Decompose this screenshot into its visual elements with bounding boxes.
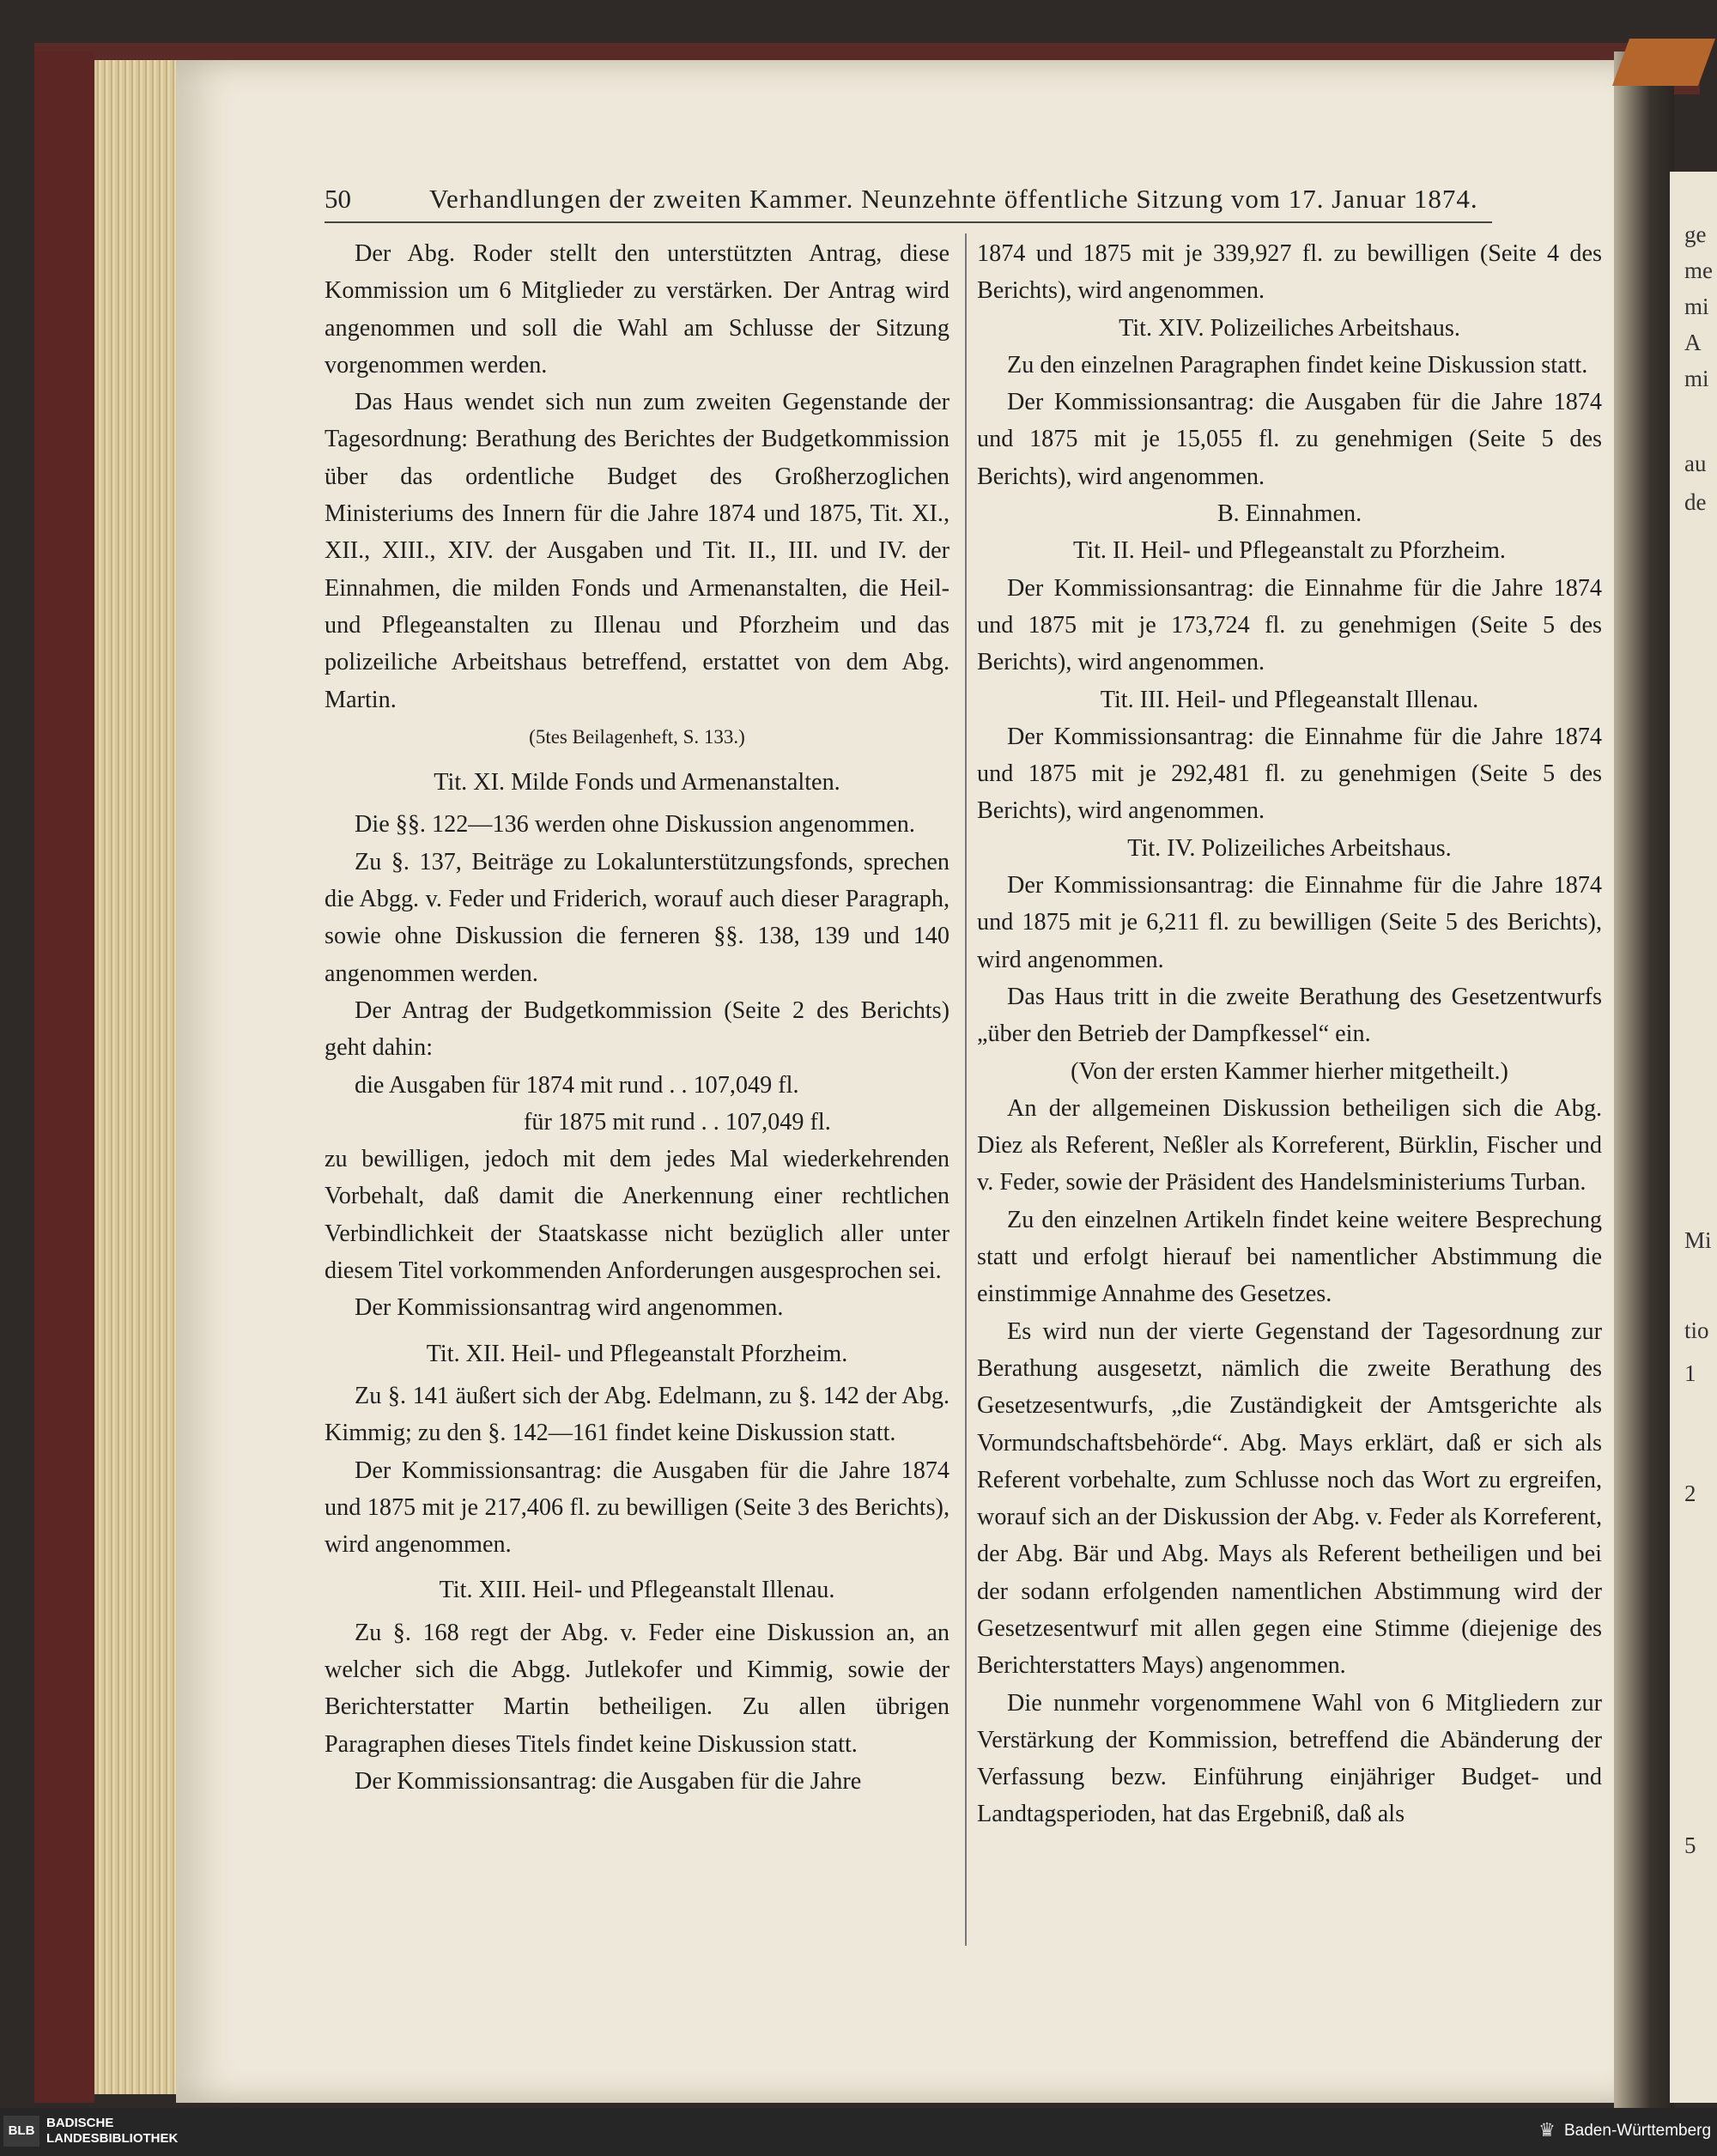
- paragraph: Zu den einzelnen Paragraphen findet keine Diskussion statt.: [1007, 351, 1588, 379]
- paragraph: An der allgemeinen Diskussion betheiligen sich die Abg. Diez als Referent, Neßler als Korreferent, Bürklin, Fischer und v. Feder, sowie der Präsident des Handelsministeriums Turban.: [977, 1094, 1602, 1196]
- paragraph: Es wird nun der vierte Gegenstand der Tagesordnung zur Berathung ausgesetzt, nämlich die zweite Berathung des Gesetzesentwurfs, „die Zuständigkeit der Amtsgerichte als Vormundschaftsbehörde“. Abg. Mays erklärt, daß er sich als Referent vorbehalte, zum Schlusse noch das Wort zu ergreifen, worauf sich an der Diskussion der Abg. v. Feder als Korreferent, der Abg. Bär und Abg. Mays als Referent betheiligen und bei der sodann erfolgenden namentlichen Abstimmung wird der Gesetzesentwurf mit allen gegen eine Stimme (diejenige des Berichterstatters Mays) angenommen.: [977, 1317, 1602, 1680]
- amount-line: [325, 1067, 950, 1104]
- paragraph: Zu den einzelnen Artikeln findet keine weitere Besprechung statt und erfolgt hierauf bei namentlicher Abstimmung die einstimmige Annahme des Gesetzes.: [977, 1206, 1602, 1308]
- paragraph: Der Abg. Roder stellt den unterstützten Antrag, diese Kommission um 6 Mitglieder zu verstärken. Der Antrag wird angenommen und soll die Wahl am Schlusse der Sitzung vorgenommen werden.: [325, 240, 950, 379]
- adjacent-page-fragment: A: [1684, 330, 1702, 355]
- adjacent-page-fragment: mi: [1684, 366, 1709, 391]
- paragraph: Der Antrag der Budgetkommission (Seite 2 des Berichts) geht dahin:: [325, 996, 950, 1062]
- paragraph: Der Kommissionsantrag: die Ausgaben für die Jahre: [355, 1767, 862, 1795]
- adjacent-page-fragment: me: [1684, 257, 1713, 283]
- paragraph: Zu §. 168 regt der Abg. v. Feder eine Diskussion an, an welcher sich die Abgg. Jutlekofer und Kimmig, sowie der Berichterstatter Martin betheiligen. Zu allen übrigen Paragraphen dieses Titels findet keine Diskussion statt.: [325, 1619, 950, 1758]
- section-heading: Tit. II. Heil- und Pflegeanstalt zu Pforzheim.: [1073, 537, 1506, 565]
- column-divider: [965, 233, 967, 1946]
- adjacent-page-fragment: ge: [1684, 221, 1707, 247]
- adjacent-page-fragment: 2: [1684, 1481, 1696, 1506]
- paragraph: Die nunmehr vorgenommene Wahl von 6 Mitgliedern zur Verstärkung der Kommission, betreffend die Abänderung der Verfassung bezw. Einführung einjähriger Budget- und Landtagsperioden, hat das Ergebniß, daß als: [977, 1689, 1602, 1828]
- section-heading: Tit. XIII. Heil- und Pflegeanstalt Illenau.: [439, 1577, 835, 1604]
- amount-text: die Ausgaben für 1874 mit rund . . 107,049 fl.: [355, 1071, 799, 1099]
- paragraph: Der Kommissionsantrag: die Einnahme für die Jahre 1874 und 1875 mit je 292,481 fl. zu genehmigen (Seite 5 des Berichts), wird angenommen.: [977, 723, 1602, 825]
- adjacent-page-fragment: au: [1684, 451, 1707, 476]
- section-heading: Tit. XI. Milde Fonds und Armenanstalten.: [434, 769, 840, 796]
- paragraph: Der Kommissionsantrag wird angenommen.: [355, 1294, 784, 1322]
- paragraph: Der Kommissionsantrag: die Ausgaben für die Jahre 1874 und 1875 mit je 217,406 fl. zu bewilligen (Seite 3 des Berichts), wird angenommen.: [325, 1457, 950, 1559]
- adjacent-page-fragment: tio: [1684, 1317, 1709, 1343]
- paragraph: Das Haus wendet sich nun zum zweiten Gegenstande der Tagesordnung: Berathung des Berichtes der Budgetkommission über das ordentliche Budget des Großherzoglichen Ministeriums des Innern für die Jahre 1874 und 1875, Tit. XI., XII., XIII., XIV. der Ausgaben und Tit. II., III. und IV. der Einnahmen, die milden Fonds und Armenanstalten, die Heil- und Pflegeanstalten zu Illenau und Pforzheim und das polizeiliche Arbeitshaus betreffend, erstattet von dem Abg. Martin.: [325, 389, 950, 713]
- state-label: Baden-Württemberg: [1564, 2122, 1712, 2140]
- library-name-line: LANDESBIBLIOTHEK: [46, 2131, 179, 2146]
- right-column: [977, 235, 1602, 1833]
- paragraph: Der Kommissionsantrag: die Einnahme für die Jahre 1874 und 1875 mit je 173,724 fl. zu genehmigen (Seite 5 des Berichts), wird angenommen.: [977, 574, 1602, 676]
- coat-of-arms-icon: ♛: [1538, 2120, 1556, 2141]
- paragraph: 1874 und 1875 mit je 339,927 fl. zu bewilligen (Seite 4 des Berichts), wird angenommen.: [977, 240, 1602, 305]
- amount-line: [325, 1104, 950, 1141]
- source-note: (5tes Beilagenheft, S. 133.): [529, 725, 745, 748]
- paragraph: Zu §. 141 äußert sich der Abg. Edelmann, zu §. 142 der Abg. Kimmig; zu den §. 142—161 findet keine Diskussion statt.: [325, 1382, 950, 1447]
- page-number: 50: [325, 184, 351, 214]
- amount-text: für 1875 mit rund . . 107,049 fl.: [524, 1108, 831, 1136]
- adjacent-page-fragment: 5: [1684, 1832, 1696, 1858]
- running-title: Verhandlungen der zweiten Kammer. Neunzehnte öffentliche Sitzung vom 17. Januar 1874.: [429, 184, 1478, 214]
- parenthetical-note: (Von der ersten Kammer hierher mitgetheilt.): [1071, 1057, 1508, 1085]
- book-gutter: [1614, 51, 1674, 2108]
- paragraph: Das Haus tritt in die zweite Berathung des Gesetzentwurfs „über den Betrieb der Dampfkessel“ ein.: [977, 983, 1602, 1048]
- section-heading: Tit. IV. Polizeiliches Arbeitshaus.: [1127, 834, 1452, 862]
- paragraph: Der Kommissionsantrag: die Ausgaben für die Jahre 1874 und 1875 mit je 15,055 fl. zu genehmigen (Seite 5 des Berichts), wird angenommen.: [977, 389, 1602, 490]
- adjacent-page-fragment: mi: [1684, 294, 1709, 319]
- adjacent-page-fragment: 1: [1684, 1360, 1696, 1386]
- paragraph: Zu §. 137, Beiträge zu Lokalunterstützungsfonds, sprechen die Abgg. v. Feder und Friderich, worauf auch dieser Paragraph, sowie ohne Diskussion die ferneren §§. 138, 139 und 140 angenommen werden.: [325, 848, 950, 987]
- left-column: [325, 235, 950, 1800]
- viewer-footer: [0, 2108, 1717, 2156]
- adjacent-page-fragment: de: [1684, 489, 1707, 515]
- paragraph: Der Kommissionsantrag: die Einnahme für die Jahre 1874 und 1875 mit je 6,211 fl. zu bewilligen (Seite 5 des Berichts), wird angenommen.: [977, 872, 1602, 973]
- section-heading: Tit. XIV. Polizeiliches Arbeitshaus.: [1119, 314, 1460, 342]
- adjacent-page-fragment: Mi: [1684, 1227, 1712, 1253]
- book-cover-spine: [34, 51, 94, 2103]
- paragraph: zu bewilligen, jedoch mit dem jedes Mal wiederkehrenden Vorbehalt, daß damit die Anerkennung einer rechtlichen Verbindlichkeit der Staatskasse nicht bezüglich aller unter diesem Titel vorkommenden Anforderungen ausgesprochen sei.: [325, 1146, 950, 1285]
- section-heading: B. Einnahmen.: [1216, 500, 1362, 528]
- header-rule: [325, 221, 1492, 223]
- library-name: [46, 2116, 178, 2147]
- blb-logo: BLB: [3, 2116, 39, 2147]
- library-name-line: BADISCHE: [46, 2116, 114, 2130]
- orange-corner-tab: [1612, 39, 1715, 86]
- section-heading: Tit. III. Heil- und Pflegeanstalt Illenau.: [1100, 686, 1479, 713]
- paragraph: Die §§. 122—136 werden ohne Diskussion angenommen.: [355, 811, 915, 839]
- section-heading: Tit. XII. Heil- und Pflegeanstalt Pforzheim.: [426, 1340, 848, 1367]
